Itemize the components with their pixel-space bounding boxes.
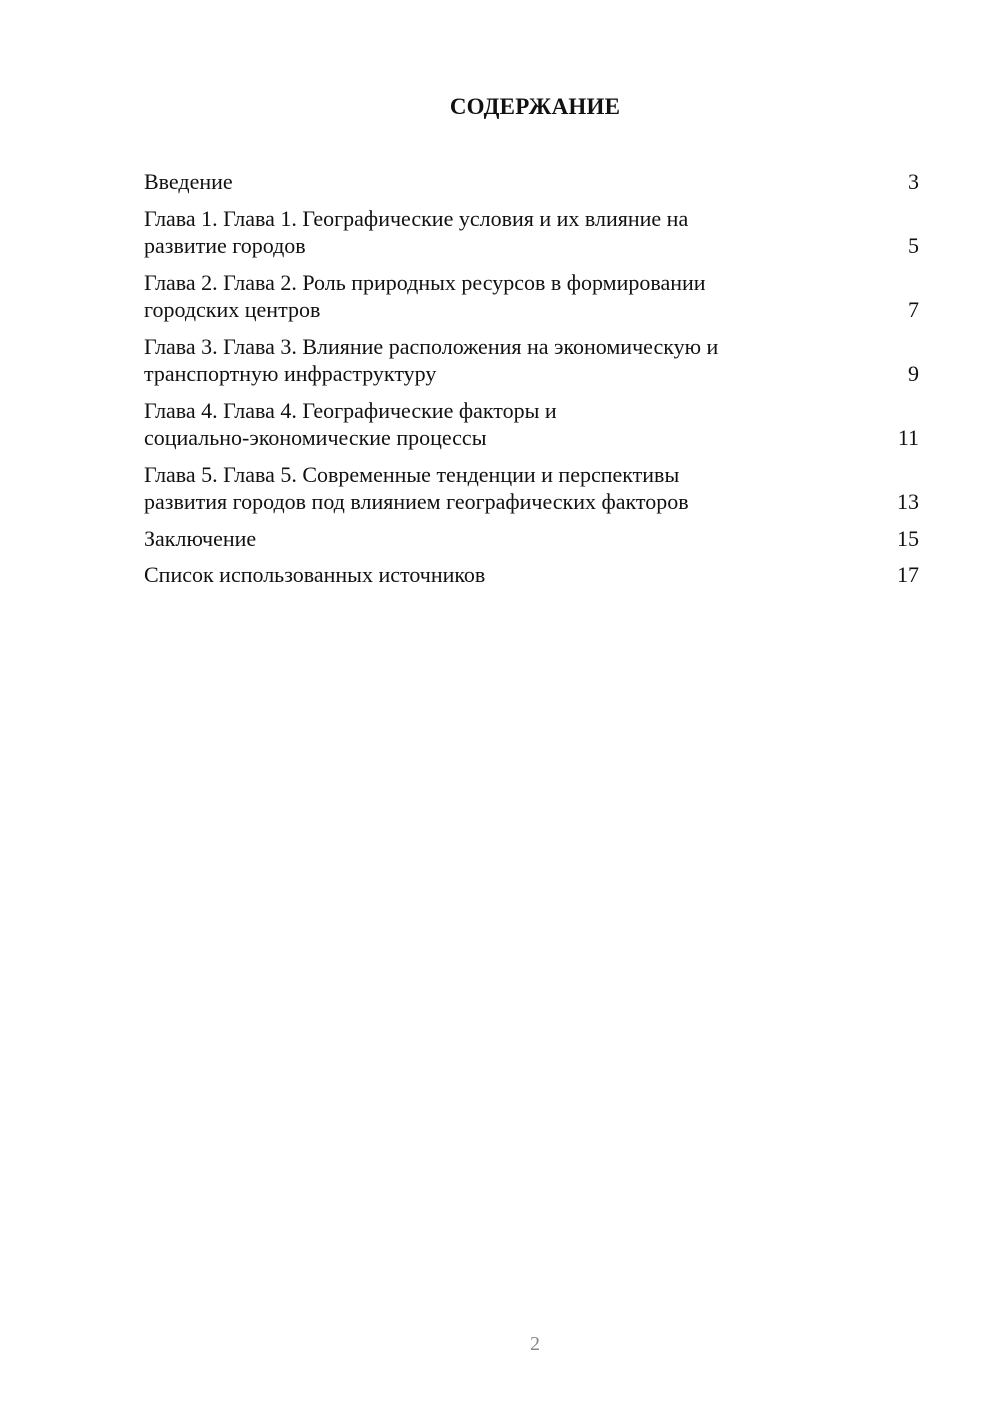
toc-entry-page: 3 [908, 169, 919, 194]
toc-entry-text: Глава 3. Глава 3. Влияние расположения на экономическую и транспортную инфраструктуру [144, 333, 719, 386]
toc-entry[interactable] [144, 461, 919, 516]
toc-entry[interactable] [144, 397, 919, 452]
table-of-contents [144, 168, 919, 598]
toc-entry-page: 11 [897, 425, 919, 450]
toc-entry-page: 5 [908, 233, 919, 258]
toc-entry-page: 17 [897, 562, 919, 587]
toc-entry[interactable] [144, 525, 919, 553]
toc-entry-text: Введение [144, 169, 233, 194]
toc-entry-page: 7 [908, 297, 919, 322]
toc-entry[interactable] [144, 269, 919, 324]
toc-entry-page: 15 [897, 525, 919, 551]
toc-entry-text: Глава 2. Глава 2. Роль природных ресурсов в формировании городских центров [144, 269, 706, 322]
toc-entry[interactable] [144, 168, 919, 196]
toc-entry-text: Глава 4. Глава 4. Географические факторы и социально-экономические процессы [144, 397, 557, 450]
toc-entry[interactable] [144, 205, 919, 260]
toc-entry-text: Глава 5. Глава 5. Современные тенденции и перспективы развития городов под влиянием географических факторов [144, 461, 689, 514]
toc-entry[interactable] [144, 561, 919, 589]
page-number: 2 [530, 1333, 540, 1355]
toc-entry-page: 13 [897, 489, 919, 514]
toc-entry[interactable] [144, 333, 919, 388]
toc-entry-text: Глава 1. Глава 1. Географические условия и их влияние на развитие городов [144, 205, 689, 258]
toc-entry-page: 9 [908, 361, 919, 386]
toc-entry-text: Список использованных источников [144, 562, 486, 587]
toc-entry-text: Заключение [144, 525, 257, 551]
page-title: СОДЕРЖАНИЕ [449, 94, 621, 119]
